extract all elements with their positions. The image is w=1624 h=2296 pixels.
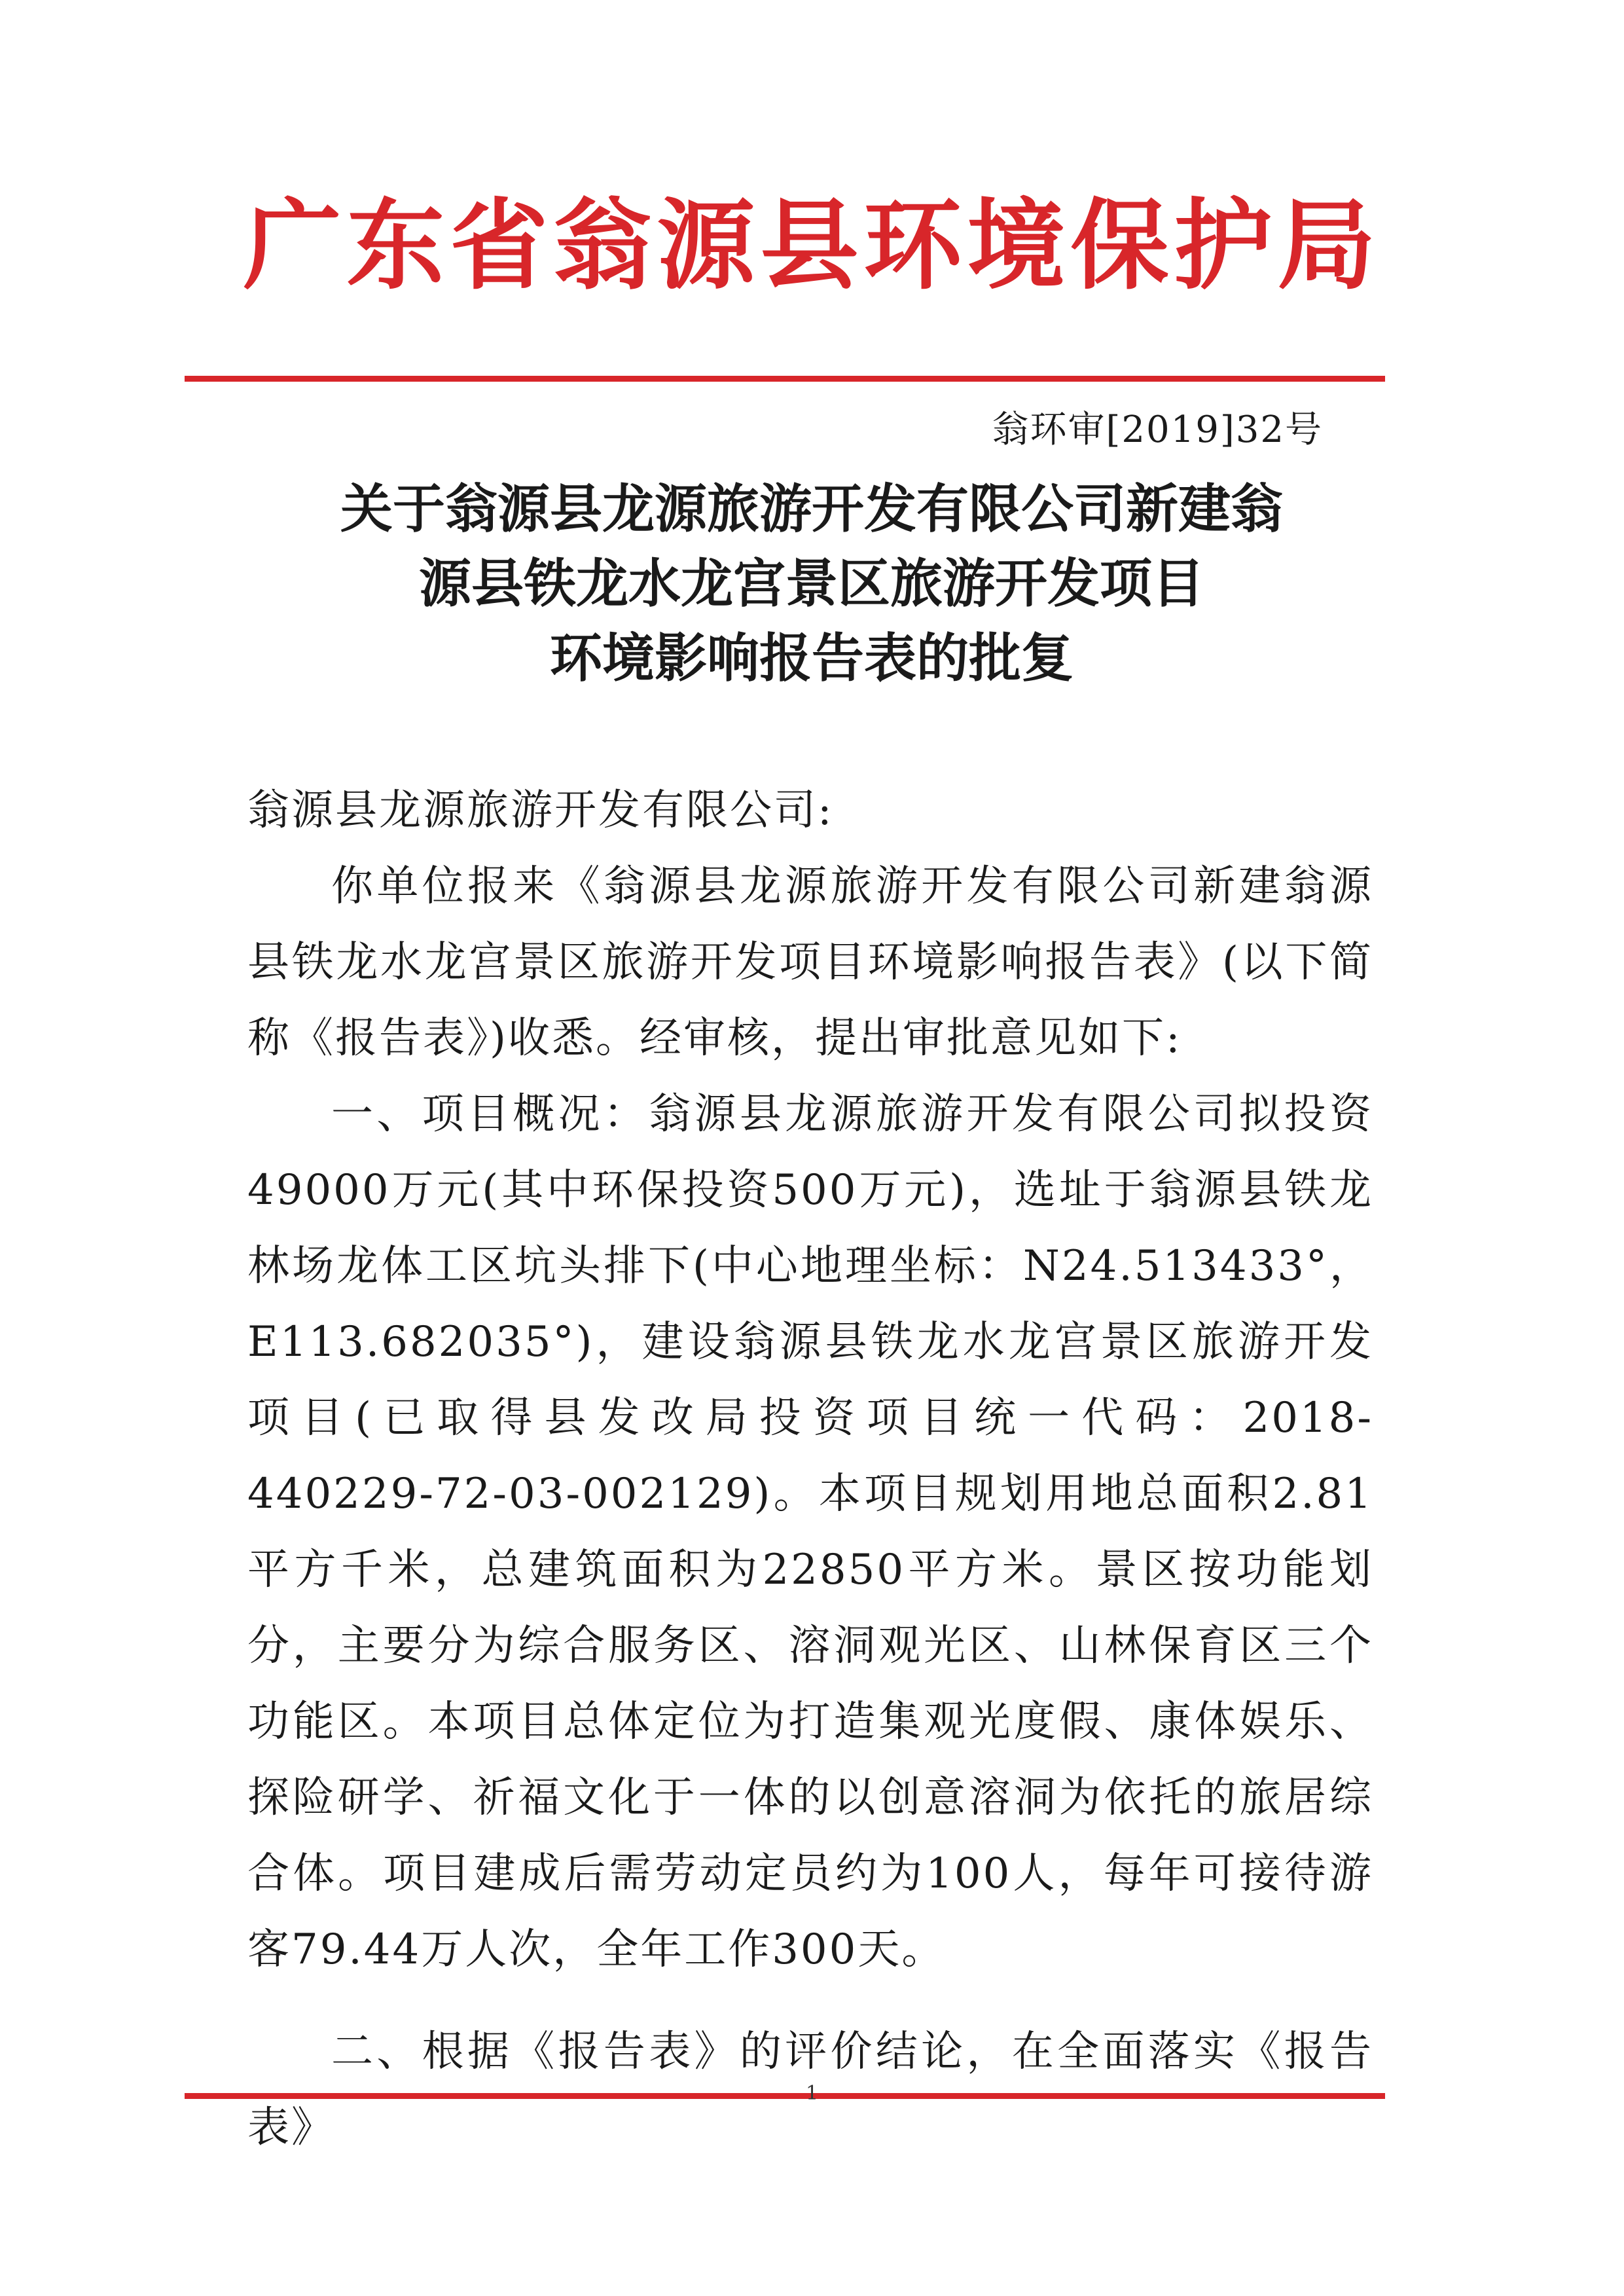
document-title: [196, 471, 1427, 695]
paragraph-evaluation: 二、根据《报告表》的评价结论，在全面落实《报告表》: [247, 2028, 1373, 2152]
title-line-3: 环境影响报告表的批复: [550, 627, 1074, 689]
paragraph-intro: 你单位报来《翁源县龙源旅游开发有限公司新建翁源县铁龙水龙宫景区旅游开发项目环境影响报告表》(以下简称《报告表》)收悉。经审核，提出审批意见如下:: [247, 862, 1373, 1063]
title-line-1: 关于翁源县龙源旅游开发有限公司新建翁: [340, 478, 1283, 539]
document-body: [247, 773, 1373, 2166]
title-line-2: 源县铁龙水龙宫景区旅游开发项目: [419, 553, 1204, 614]
document-number: 翁环审[2019]32号: [992, 409, 1323, 451]
header-divider: [185, 376, 1385, 382]
paragraph-project-overview: 一、项目概况：翁源县龙源旅游开发有限公司拟投资49000万元(其中环保投资500万元)，选址于翁源县铁龙林场龙体工区坑头排下(中心地理坐标：N24.513433°，E113.682035°)，建设翁源县铁龙水龙宫景区旅游开发项目(已取得县发改局投资项目统一代码：2018-440229-72-03-002129)。本项目规划用地总面积2.81平方千米，总建筑面积为22850平方米。景区按功能划分，主要分为综合服务区、溶洞观光区、山林保育区三个功能区。本项目总体定位为打造集观光度假、康体娱乐、探险研学、祈福文化于一体的以创意溶洞为依托的旅居综合体。项目建成后需劳动定员约为100人，每年可接待游客79.44万人次，全年工作300天。: [247, 1090, 1373, 1974]
salutation: 翁源县龙源旅游开发有限公司:: [247, 786, 834, 835]
agency-header: 广东省翁源县环境保护局: [243, 188, 1381, 303]
page-number: 1: [805, 2082, 819, 2105]
